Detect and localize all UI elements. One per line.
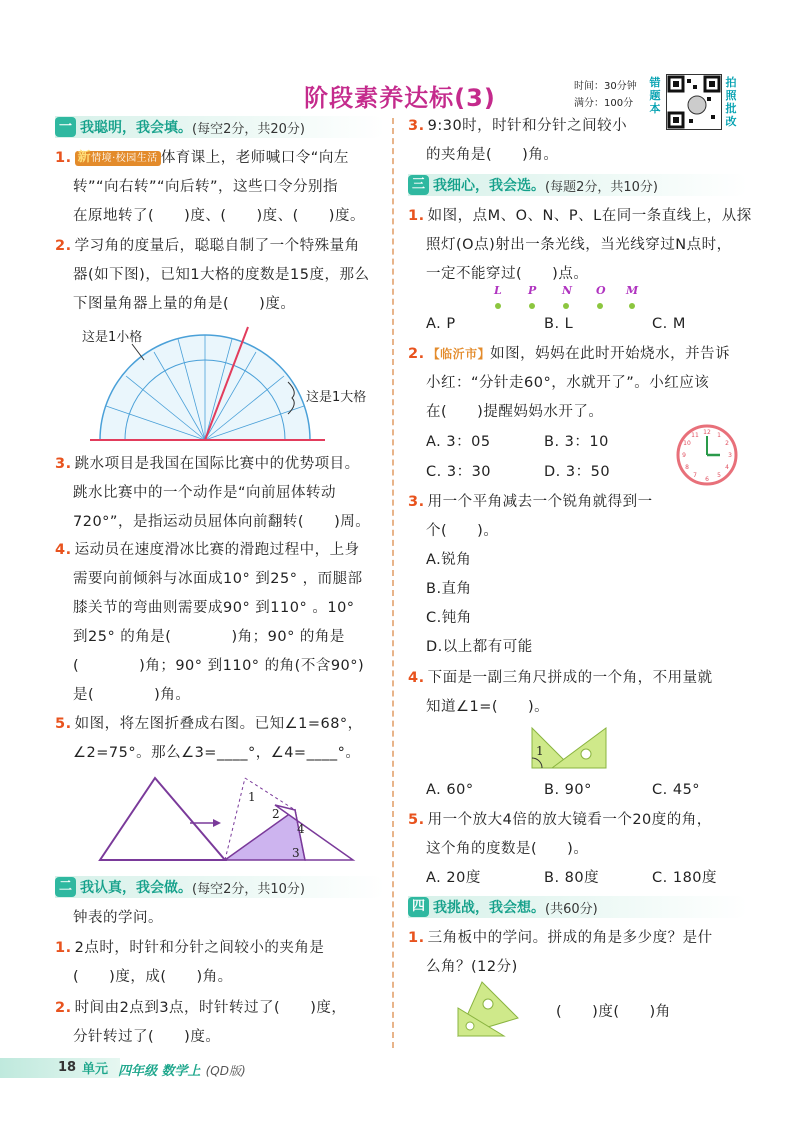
clock-icon — [676, 424, 738, 486]
s1-question-3: 3. 跳水项目是我国在国际比赛中的优势项目。 跳水比赛中的一个动作是“向前屈体转动 720°”，是指运动员屈体向前翻转( )周。 — [55, 456, 371, 530]
time-limit: 时间：30分钟 — [574, 81, 637, 92]
folding-figure — [95, 775, 360, 865]
label-big-division: 这是1大格 — [306, 390, 367, 405]
s2-question-1: 1. 2点时，时针和分针之间较小的夹角是 ( )度，成( )角。 — [55, 940, 325, 985]
scenario-badge: 新情境·校园生活 — [75, 151, 161, 166]
s3-question-1: 1. 如图，点M、O、N、P、L在同一条直线上，从探 照灯(O点)射出一条光线，当光线穿过N点时， 一定不能穿过( )点。 — [408, 208, 752, 282]
s4-q1-answer: ( )度( )角 — [556, 1004, 671, 1020]
svg-text:8: 8 — [685, 464, 689, 471]
set-square-angle-label: 1 — [536, 744, 544, 758]
svg-text:1: 1 — [717, 432, 721, 439]
page-number: 18 — [58, 1060, 77, 1075]
exam-meta — [574, 78, 637, 112]
angle-label-4: 4 — [297, 822, 305, 836]
s3-question-5: 5. 用一个放大4倍的放大镜看一个20度的角， 这个角的度数是( )。 — [408, 812, 712, 857]
svg-text:6: 6 — [705, 476, 709, 483]
svg-text:9: 9 — [682, 452, 686, 459]
qr-right-label: 拍 照 批 改 — [725, 76, 737, 128]
page-title: 阶段素养达标(3) — [304, 84, 496, 112]
section-1-header: 一 我聪明，我会填。 (每空2分，共20分) — [55, 116, 385, 138]
s1-question-2: 2. 学习角的度量后，聪聪自制了一个特殊量角 器(如下图)，已知1大格的度数是15度，那么 下图量角器上量的角是( )度。 — [55, 238, 370, 312]
s3-question-3: 3. 用一个平角减去一个锐角就得到一 个( )。 A.锐角 B.直角 C.钝角 D.以上都有可能 — [408, 494, 653, 655]
set-square-figure-2 — [452, 978, 524, 1040]
s3-question-4: 4. 下面是一副三角尺拼成的一个角，不用量就 知道∠1=( )。 — [408, 670, 713, 715]
s2-question-2: 2. 时间由2点到3点，时针转过了( )度， 分针转过了( )度。 — [55, 1000, 347, 1045]
s1-question-1: 1. 新情境·校园生活 体育课上，老师喊口令“向左 转”“向右转”“向后转”，这些口令分别指 在原地转了( )度、( )度、( )度。 — [55, 149, 365, 224]
section-3-header: 三 我细心，我会选。 (每题2分，共10分) — [408, 174, 748, 196]
section-2-header: 二 我认真，我会做。 (每空2分，共10分) — [55, 876, 385, 898]
section-4-header: 四 我挑战，我会想。 (共60分) — [408, 896, 748, 918]
qr-code-icon[interactable] — [666, 74, 722, 130]
label-small-division: 这是1小格 — [82, 330, 143, 345]
svg-text:12: 12 — [703, 429, 711, 436]
footer-text: 四年级 数学上 (QD版) — [118, 1064, 246, 1079]
s1-question-4: 4. 运动员在速度滑冰比赛的滑跑过程中，上身 需要向前倾斜与冰面成10° 到25° ，而腿部 膝关节的弯曲则需要成90° 到110° 。10° 到25° 的角是( )角；90° 的角是 ( )角；90° 到110° 的角(不含90°) 是( )角。 — [55, 542, 365, 703]
s1-question-5: 5. 如图，将左图折叠成右图。已知∠1=68°， ∠2=75°。那么∠3=____°，∠4=____°。 — [55, 716, 363, 761]
angle-label-1: 1 — [248, 790, 256, 804]
angle-label-3: 3 — [292, 846, 300, 860]
svg-text:11: 11 — [691, 432, 699, 439]
s3-q2-options: A. 3：05 B. 3：10 C. 3：30 D. 3：50 — [426, 434, 611, 480]
svg-text:7: 7 — [693, 472, 697, 479]
svg-text:3: 3 — [728, 452, 732, 459]
s3-question-2: 2. 【临沂市】如图，妈妈在此时开始烧水，并告诉 小红：“分针走60°，水就开了”。小红应该 在( )提醒妈妈水开了。 — [408, 346, 731, 420]
s2-intro: 钟表的学问。 — [73, 910, 163, 926]
s4-question-1: 1. 三角板中的学问。拼成的角是多少度？是什 么角？(12分) — [408, 930, 713, 975]
svg-text:2: 2 — [725, 440, 729, 447]
svg-text:5: 5 — [717, 472, 721, 479]
column-divider — [392, 118, 394, 1048]
qr-left-label: 错 题 本 — [649, 76, 661, 115]
angle-label-2: 2 — [272, 807, 280, 821]
footer-logo: 单元 — [82, 1062, 109, 1077]
svg-text:4: 4 — [725, 464, 729, 471]
svg-text:10: 10 — [683, 440, 691, 447]
s2-question-3: 3. 9:30时，时针和分针之间较小 的夹角是( )角。 — [408, 118, 628, 163]
full-score: 满分：100分 — [574, 98, 634, 109]
